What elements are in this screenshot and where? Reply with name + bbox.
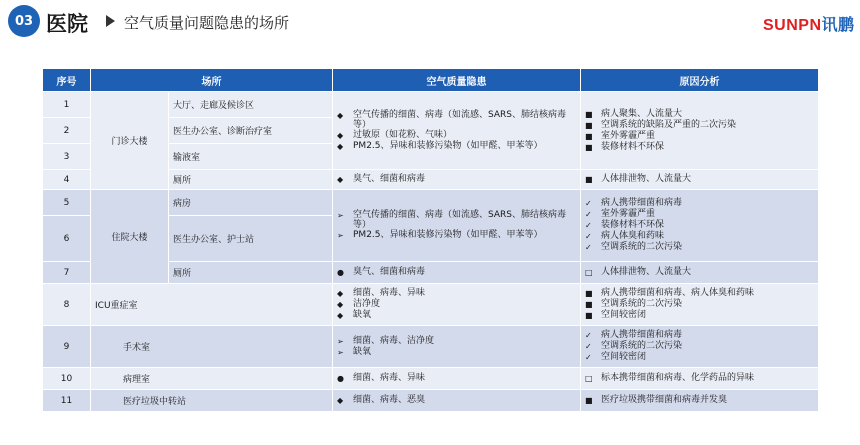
bullet-icon: ■ — [585, 300, 593, 309]
list-item-text: 细菌、病毒、洁净度 — [353, 335, 435, 346]
list-item-text: 装修材料不环保 — [601, 220, 665, 230]
bullet-icon: ■ — [585, 131, 593, 141]
bullet-icon: ● — [337, 268, 344, 277]
list-item-text: 空调系统的缺陷及严重的二次污染 — [601, 119, 737, 130]
list-item — [585, 288, 814, 299]
row-index: 6 — [43, 216, 91, 262]
area-surgery: 手术室 — [91, 326, 333, 368]
list-item — [337, 299, 576, 310]
list-item — [585, 231, 814, 242]
list-item-text: 室外雾霾严重 — [601, 130, 656, 141]
place-name: 厕所 — [169, 262, 333, 284]
list-item-text: PM2.5、异味和装修污染物（如甲醛、甲苯等） — [353, 140, 543, 151]
list-item-text: 病人携带细菌和病毒 — [601, 330, 683, 340]
list-item-text: 人体排泄物、人流量大 — [601, 174, 692, 184]
area-waste-station: 医疗垃圾中转站 — [91, 390, 333, 412]
hazard-cell — [333, 170, 581, 190]
header-hazard: 空气质量隐患 — [333, 69, 581, 92]
list-item — [585, 174, 814, 185]
logo-text-chinese: 讯鹏 — [821, 17, 855, 34]
list-item — [585, 310, 814, 321]
list-item — [585, 209, 814, 220]
bullet-icon: ◆ — [337, 130, 344, 140]
logo-text-latin: SUNPN — [763, 17, 822, 34]
list-item-text: PM2.5、异味和装修污染物（如甲醛、甲苯等） — [353, 230, 543, 240]
list-item — [585, 352, 814, 363]
bullet-icon: ● — [337, 374, 344, 383]
row-index: 7 — [43, 262, 91, 284]
list-item — [337, 373, 576, 384]
list-item-text: 医疗垃圾携带细菌和病毒并发臭 — [601, 395, 728, 405]
brand-logo — [763, 12, 855, 35]
bullet-icon: ✓ — [585, 353, 592, 362]
list-item-text: 空间较密闭 — [601, 310, 647, 320]
table-row — [43, 390, 819, 412]
list-item — [337, 267, 576, 278]
header-place: 场所 — [91, 69, 333, 92]
list-item-text: 缺氧 — [353, 310, 372, 320]
row-index: 4 — [43, 170, 91, 190]
list-item-text: 空调系统的二次污染 — [601, 242, 683, 252]
bullet-icon: ■ — [585, 311, 593, 320]
list-item — [337, 310, 576, 321]
cause-cell — [581, 170, 819, 190]
list-item-text: 细菌、病毒、恶臭 — [353, 395, 426, 405]
place-name: 病房 — [169, 190, 333, 216]
list-item-text: 过敏原（如花粉、气味） — [353, 129, 453, 140]
area-inpatient: 住院大楼 — [91, 190, 169, 284]
bullet-icon: ✓ — [585, 232, 592, 241]
bullet-icon: ◆ — [337, 311, 344, 320]
list-item — [585, 330, 814, 341]
list-item-text: 人体排泄物、人流量大 — [601, 267, 692, 277]
cause-cell — [581, 284, 819, 326]
bullet-icon: ■ — [585, 142, 593, 152]
list-item-text: 空气传播的细菌、病毒（如流感、SARS、肺结核病毒等） — [353, 210, 567, 230]
bullet-icon: ◆ — [337, 300, 344, 309]
list-item-text: 病人聚集、人流量大 — [601, 108, 683, 119]
bullet-icon: ■ — [585, 396, 593, 405]
table-row — [43, 92, 819, 118]
bullet-icon: ■ — [585, 175, 593, 184]
bullet-icon: ➢ — [337, 336, 344, 346]
list-item — [585, 242, 814, 253]
list-item-text: 病人体臭和药味 — [601, 231, 665, 241]
list-item — [337, 230, 576, 241]
list-item-text: 臭气、细菌和病毒 — [353, 267, 426, 277]
bullet-icon: □ — [585, 268, 593, 277]
list-item-text: 空间较密闭 — [601, 352, 647, 362]
hazard-cell — [333, 262, 581, 284]
list-item — [585, 267, 814, 278]
list-item-text: 缺氧 — [353, 346, 372, 357]
bullet-icon: ◆ — [337, 110, 344, 120]
bullet-icon: ■ — [585, 289, 593, 298]
row-index: 1 — [43, 92, 91, 118]
bullet-icon: ■ — [585, 120, 593, 130]
cause-cell — [581, 390, 819, 412]
list-item — [585, 373, 814, 384]
page-subtitle: 空气质量问题隐患的场所 — [124, 14, 290, 32]
list-item — [585, 198, 814, 209]
place-name: 医生办公室、护士站 — [169, 216, 333, 262]
list-item-text: 空气传播的细菌、病毒（如流感、SARS、肺结核病毒等） — [353, 109, 567, 130]
list-item — [337, 174, 576, 185]
row-index: 2 — [43, 118, 91, 144]
list-item — [337, 336, 576, 347]
list-item — [337, 288, 576, 299]
place-name: 厕所 — [169, 170, 333, 190]
header-cause: 原因分析 — [581, 69, 819, 92]
cause-cell — [581, 262, 819, 284]
place-name: 医生办公室、诊断治疗室 — [169, 118, 333, 144]
list-item — [585, 120, 814, 131]
bullet-icon: ✓ — [585, 342, 592, 351]
list-item-text: 病人携带细菌和病毒 — [601, 198, 683, 208]
list-item — [337, 395, 576, 406]
bullet-icon: ✓ — [585, 331, 592, 340]
bullet-icon: ■ — [585, 109, 593, 119]
list-item — [585, 220, 814, 231]
hazard-cell — [333, 368, 581, 390]
area-icu: ICU重症室 — [91, 284, 333, 326]
cause-cell — [581, 190, 819, 262]
list-item — [337, 130, 576, 141]
hazard-table — [42, 68, 819, 412]
cause-cell — [581, 326, 819, 368]
list-item-text: 室外雾霾严重 — [601, 209, 656, 219]
row-index: 3 — [43, 144, 91, 170]
bullet-icon: ✓ — [585, 199, 592, 208]
list-item — [337, 110, 576, 130]
list-item-text: 空调系统的二次污染 — [601, 299, 683, 309]
area-pathology: 病理室 — [91, 368, 333, 390]
hazard-cell — [333, 326, 581, 368]
list-item — [337, 210, 576, 230]
bullet-icon: ◆ — [337, 289, 344, 298]
table-row — [43, 368, 819, 390]
list-item-text: 病人携带细菌和病毒、病人体臭和药味 — [601, 288, 755, 298]
hazard-cell — [333, 284, 581, 326]
row-index: 8 — [43, 284, 91, 326]
list-item — [337, 347, 576, 358]
list-item-text: 细菌、病毒、异味 — [353, 288, 426, 298]
bullet-icon: ◆ — [337, 141, 344, 151]
hazard-cell — [333, 390, 581, 412]
list-item — [585, 341, 814, 352]
table-row — [43, 326, 819, 368]
list-item-text: 洁净度 — [353, 299, 381, 309]
list-item — [337, 141, 576, 152]
bullet-icon: ✓ — [585, 221, 592, 230]
section-number-badge: 03 — [8, 5, 40, 37]
cause-cell — [581, 92, 819, 170]
table-row — [43, 190, 819, 216]
place-name: 输液室 — [169, 144, 333, 170]
bullet-icon: □ — [585, 374, 593, 383]
row-index: 5 — [43, 190, 91, 216]
list-item-text: 细菌、病毒、异味 — [353, 373, 426, 383]
list-item — [585, 395, 814, 406]
cause-cell — [581, 368, 819, 390]
place-name: 大厅、走廊及候诊区 — [169, 92, 333, 118]
area-outpatient: 门诊大楼 — [91, 92, 169, 190]
bullet-icon: ➢ — [337, 347, 344, 357]
bullet-icon: ➢ — [337, 231, 344, 240]
bullet-icon: ✓ — [585, 243, 592, 252]
bullet-icon: ◆ — [337, 175, 344, 184]
header-index: 序号 — [43, 69, 91, 92]
hazard-cell — [333, 190, 581, 262]
list-item-text: 标本携带细菌和病毒、化学药品的异味 — [601, 373, 755, 383]
table-header-row — [43, 69, 819, 92]
list-item-text: 装修材料不环保 — [601, 141, 665, 152]
row-index: 9 — [43, 326, 91, 368]
table-row — [43, 284, 819, 326]
row-index: 10 — [43, 368, 91, 390]
list-item — [585, 109, 814, 120]
arrow-right-icon — [106, 15, 115, 27]
section-title: 医院 — [46, 12, 88, 36]
row-index: 11 — [43, 390, 91, 412]
list-item — [585, 299, 814, 310]
bullet-icon: ✓ — [585, 210, 592, 219]
list-item-text: 臭气、细菌和病毒 — [353, 174, 426, 184]
list-item — [585, 142, 814, 153]
list-item — [585, 131, 814, 142]
header — [0, 0, 860, 44]
bullet-icon: ➢ — [337, 211, 344, 220]
hazard-cell — [333, 92, 581, 170]
list-item-text: 空调系统的二次污染 — [601, 341, 683, 351]
bullet-icon: ◆ — [337, 396, 344, 405]
